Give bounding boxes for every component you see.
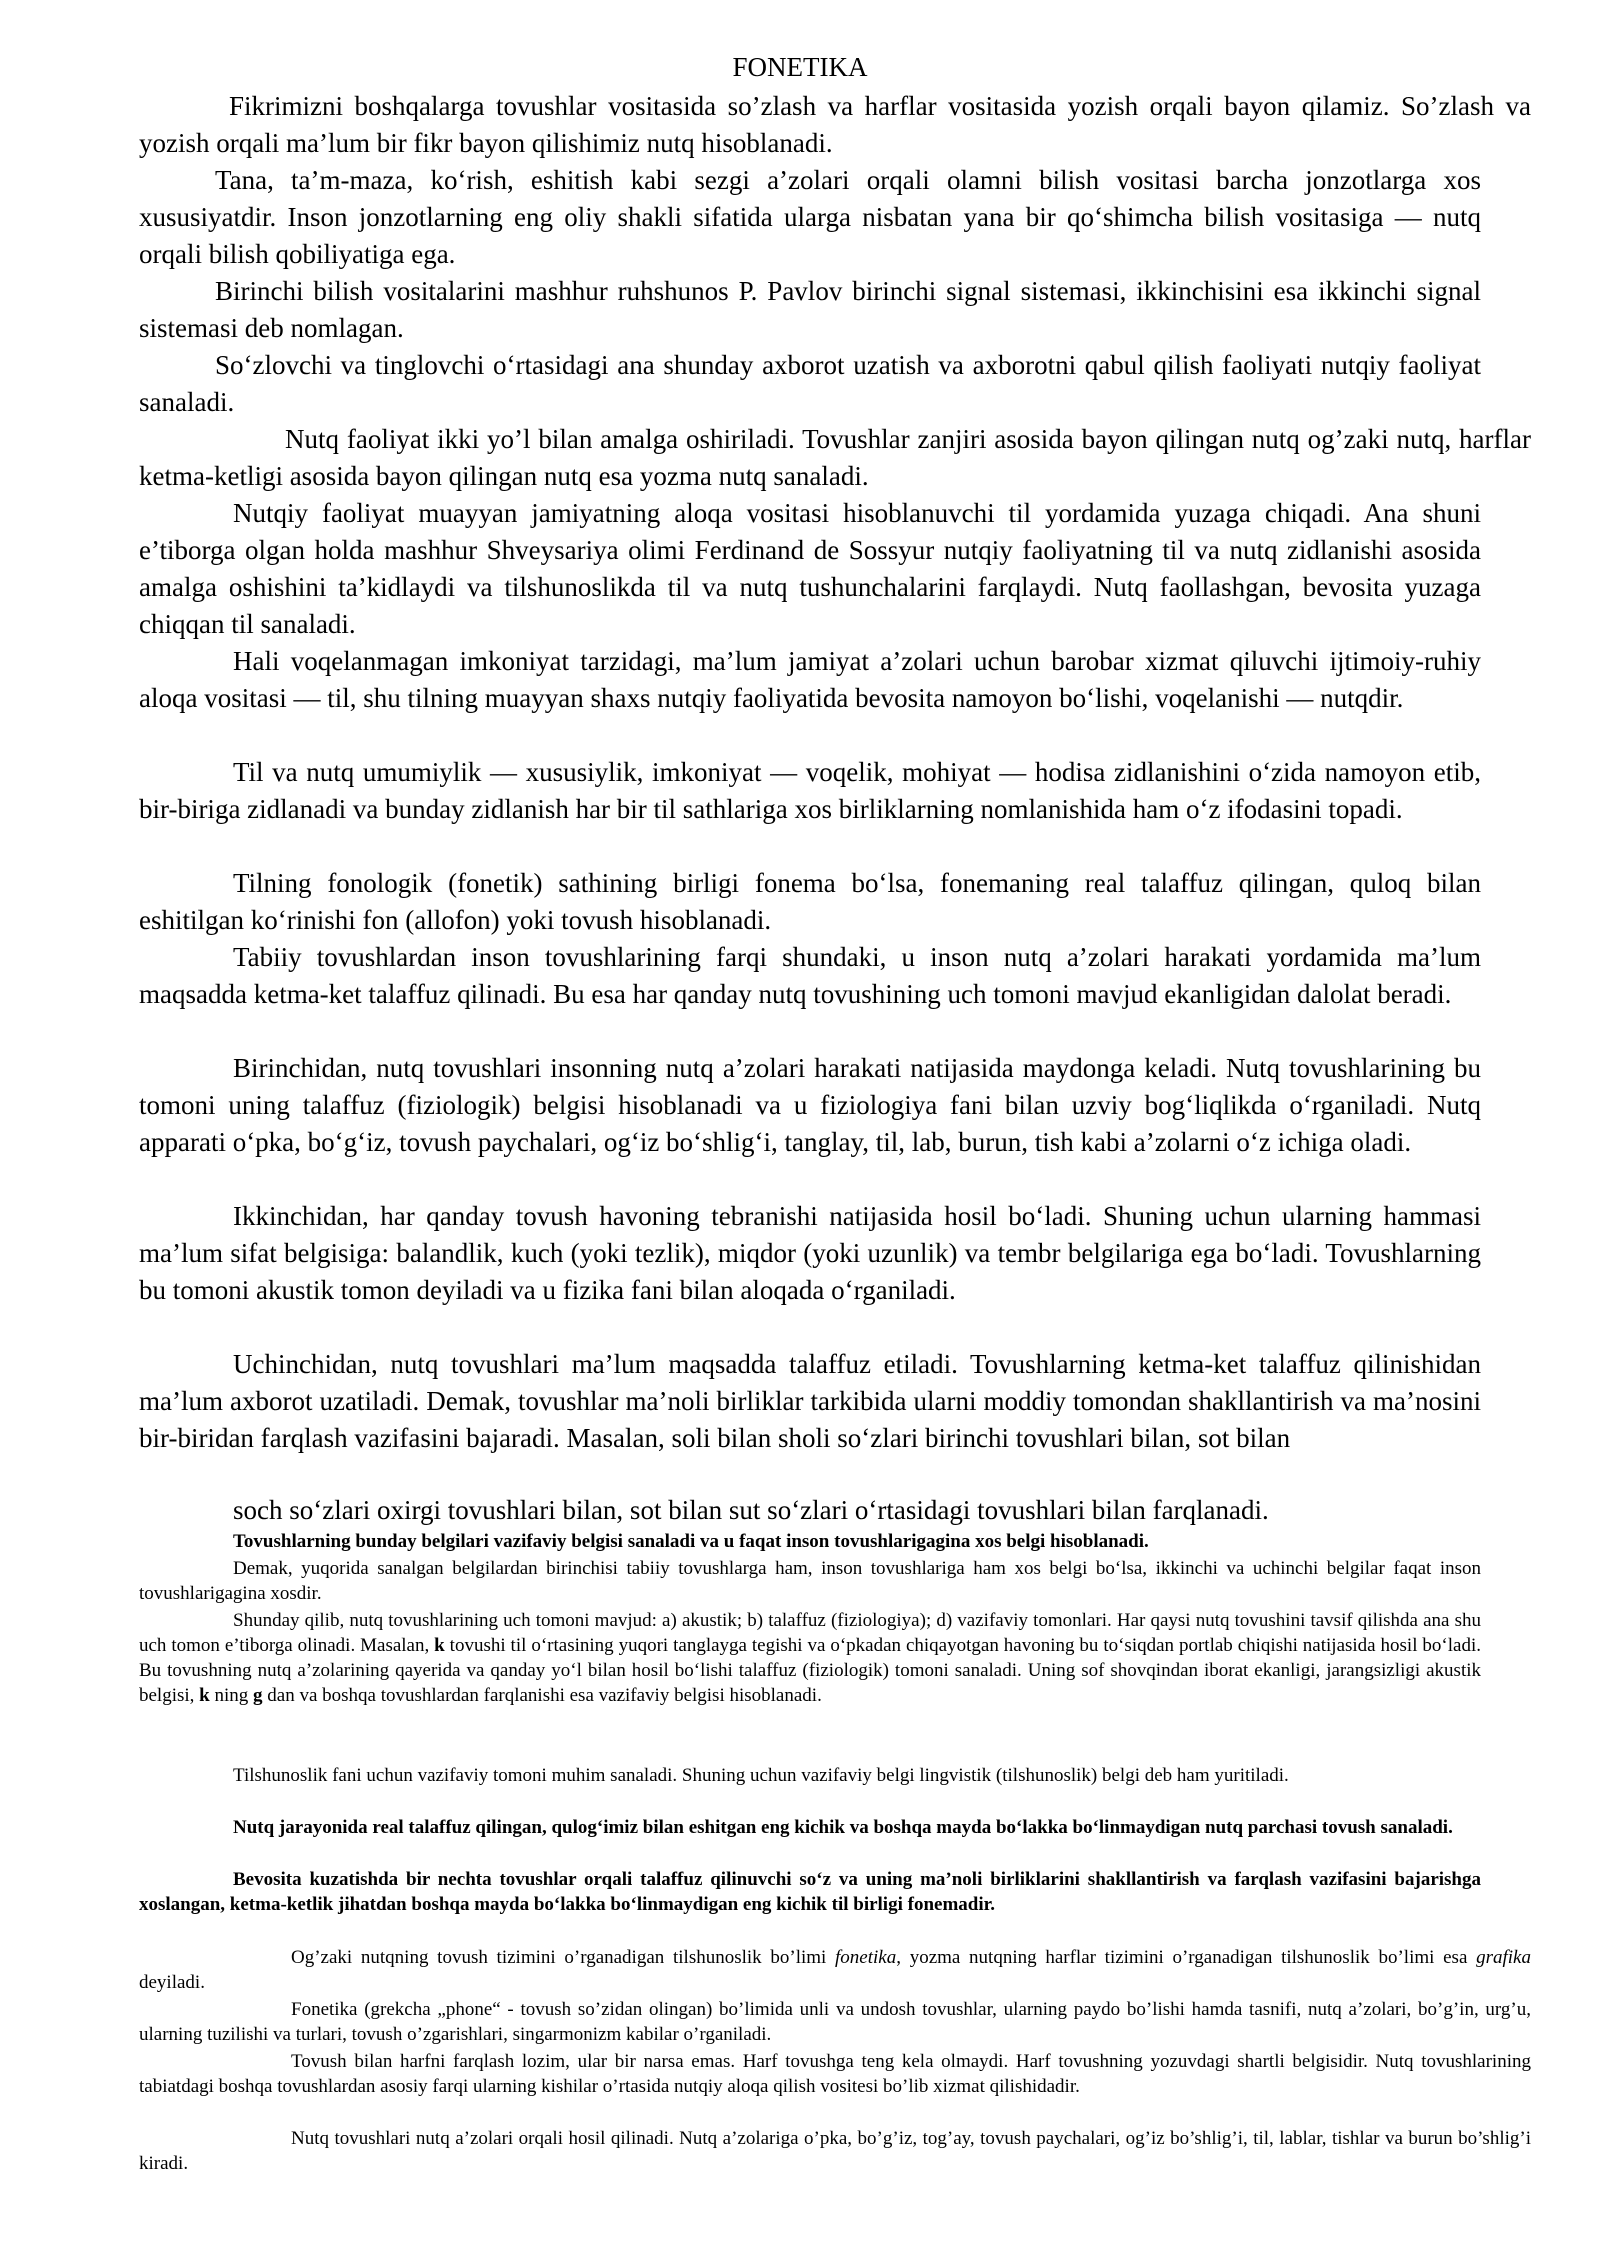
small-paragraph-9: Tovush bilan harfni farqlash lozim, ular bir narsa emas. Harf tovushga teng kela olmaydi. Harf tovushning yozuvdagi shartli belgisidir. Nutq tovushlarining tabiatdagi boshqa tovushlardan asosiy farqi ularning kishilar o’rtasida nutqiy aloqa qilish vositesi bo’lib xizmat qilishidadir. (139, 2051, 1531, 2097)
small-paragraph-7 (139, 1945, 1531, 1995)
paragraph-3: Birinchi bilish vositalarini mashhur ruhshunos P. Pavlov birinchi signal sistemasi, ikkinchisini esa ikkinchi signal sistemasi deb nomlagan. (139, 276, 1481, 343)
text-run: ning (209, 1685, 254, 1706)
definition-fonema: Bevosita kuzatishda bir nechta tovushlar orqali talaffuz qilinuvchi so‘z va uning ma’noli birliklarini shakllantirish va farqlash vazifasini bajarishga xoslangan, ketma-ketlik jihatdan boshqa mayda bo‘lakka bo‘linmaydigan eng kichik til birligi fonemadir. (139, 1869, 1481, 1915)
text-run: , yozma nutqning harflar tizimini o’rganadigan tilshunoslik bo’limi esa (896, 1947, 1477, 1968)
letter-k: k (199, 1685, 210, 1706)
small-paragraph-8: Fonetika (grekcha „phone“ - tovush so’zidan olingan) bo’limida unli va undosh tovushlar, ularning paydo bo’lishi hamda tasnifi, nutq a’zolari, bo’g’in, urg’u, ularning tuzilishi va turlari, tovush o’zgarishlari, singarmonizm kabilar o’rganiladi. (139, 1999, 1531, 2045)
text-run: tovushi til o‘rtasining yuqori tanglayga tegishi va o‘pkadan chiqayotgan havoning bu to‘siqdan portlab chiqishi natijasida hosil bo‘ladi. Bu tovushning nutq a’zolarining qayerida va qanday yo‘l bilan hosil bo‘lishi talaffuz (fiziologik) tomoni sanaladi. Uning sof shovqindan iborat ekanligi, jarangsizligi akustik belgisi, (139, 1635, 1481, 1706)
text-run: deyiladi. (139, 1972, 205, 1993)
text-run: Shunday qilib, nutq tovushlarining uch tomoni mavjud: a) akustik; b) talaffuz (fiziologiya); d) vazifaviy tomonlari. Har qaysi nutq tovushini tavsif qilishda ana shu uch tomon e’tiborga olinadi. Masalan, (139, 1610, 1481, 1656)
small-paragraph-3 (139, 1608, 1481, 1708)
paragraph-10: Tabiiy tovushlardan inson tovushlarining farqi shundaki, u inson nutq a’zolari harakati yordamida ma’lum maqsadda ketma-ket talaffuz qilinadi. Bu esa har qanday nutq tovushining uch tomoni mavjud ekanligidan dalolat beradi. (139, 942, 1481, 1009)
small-paragraph-10: Nutq tovushlari nutq a’zolari orqali hosil qilinadi. Nutq a’zolariga o’pka, bo’g’iz, tog’ay, tovush paychalari, og’iz bo’shlig’i, til, lablar, tishlar va burun bo’shlig’i kiradi. (139, 2128, 1531, 2174)
page-title: FONETIKA (732, 52, 868, 82)
paragraph-13: Uchinchidan, nutq tovushlari ma’lum maqsadda talaffuz etiladi. Tovushlarning ketma-ket talaffuz qilinishidan ma’lum axborot uzatiladi. Demak, tovushlar ma’noli birliklar tarkibida ularni moddiy tomondan shakllantirish va ma’nosini bir-biridan farqlash vazifasini bajaradi. Masalan, soli bilan sholi so‘zlari birinchi tovushlari bilan, sot bilan (139, 1349, 1481, 1453)
paragraph-11: Birinchidan, nutq tovushlari insonning nutq a’zolari harakati natijasida maydonga keladi. Nutq tovushlarining bu tomoni uning talaffuz (fiziologik) belgisi hisoblanadi va u fiziologiya fani bilan uzviy bog‘liqlikda o‘rganiladi. Nutq apparati o‘pka, bo‘g‘iz, tovush paychalari, og‘iz bo‘shlig‘i, tanglay, til, lab, burun, tish kabi a’zolarni o‘z ichiga oladi. (139, 1053, 1481, 1157)
paragraph-2: Tana, ta’m-maza, ko‘rish, eshitish kabi sezgi a’zolari orqali olamni bilish vositasi barcha jonzotlarga xos xususiyatdir. Inson jonzotlarning eng oliy shakli sifatida ularga nisbatan yana bir qo‘shimcha bilish vositasiga — nutq orqali bilish qobiliyatiga ega. (139, 165, 1481, 269)
paragraph-14: soch so‘zlari oxirgi tovushlari bilan, sot bilan sut so‘zlari o‘rtasidagi tovushlari bilan farqlanadi. (233, 1495, 1269, 1525)
paragraph-6: Nutqiy faoliyat muayyan jamiyatning aloqa vositasi hisoblanuvchi til yordamida yuzaga chiqadi. Ana shuni e’tiborga olgan holda mashhur Shveysariya olimi Ferdinand de Sossyur nutqiy faoliyatning til va nutq zidlanishi asosida amalga oshishini ta’kidlaydi va tilshunoslikda til va nutq tushunchalarini farqlaydi. Nutq faollashgan, bevosita yuzaga chiqqan til sanaladi. (139, 498, 1481, 639)
term-grafika: grafika (1476, 1947, 1531, 1968)
letter-g: g (253, 1685, 263, 1706)
paragraph-5: Nutq faoliyat ikki yo’l bilan amalga oshiriladi. Tovushlar zanjiri asosida bayon qilingan nutq og’zaki nutq, harflar ketma-ketligi asosida bayon qilingan nutq esa yozma nutq sanaladi. (139, 424, 1531, 491)
paragraph-9: Tilning fonologik (fonetik) sathining birligi fonema bo‘lsa, fonemaning real talaffuz qilingan, quloq bilan eshitilgan ko‘rinishi fon (allofon) yoki tovush hisoblanadi. (139, 868, 1481, 935)
small-paragraph-2: Demak, yuqorida sanalgan belgilardan birinchisi tabiiy tovushlarga ham, inson tovushlariga ham xos belgi bo‘lsa, ikkinchi va uchinchi belgilar faqat inson tovushlarigagina xosdir. (139, 1558, 1481, 1604)
paragraph-1: Fikrimizni boshqalarga tovushlar vositasida so’zlash va harflar vositasida yozish orqali bayon qilamiz. So’zlash va yozish orqali ma’lum bir fikr bayon qilishimiz nutq hisoblanadi. (139, 91, 1531, 158)
text-run: Og’zaki nutqning tovush tizimini o’rganadigan tilshunoslik bo’limi (291, 1947, 836, 1968)
small-bold-paragraph-1: Tovushlarning bunday belgilari vazifaviy belgisi sanaladi va u faqat inson tovushlarigagina xos belgi hisoblanadi. (233, 1531, 1149, 1552)
term-fonetika: fonetika (835, 1947, 897, 1968)
text-run: dan va boshqa tovushlardan farqlanishi esa vazifaviy belgisi hisoblanadi. (262, 1685, 822, 1706)
definition-tovush: Nutq jarayonida real talaffuz qilingan, qulog‘imiz bilan eshitgan eng kichik va boshqa mayda bo‘lakka bo‘linmaydigan nutq parchasi tovush sanaladi. (233, 1817, 1453, 1838)
paragraph-8: Til va nutq umumiylik — xususiylik, imkoniyat — voqelik, mohiyat — hodisa zidlanishini o‘zida namoyon etib, bir-biriga zidlanadi va bunday zidlanish har bir til sathlariga xos birliklarning nomlanishida ham o‘z ifodasini topadi. (139, 757, 1481, 824)
paragraph-12: Ikkinchidan, har qanday tovush havoning tebranishi natijasida hosil bo‘ladi. Shuning uchun ularning hammasi ma’lum sifat belgisiga: balandlik, kuch (yoki tezlik), miqdor (yoki uzunlik) va tembr belgilariga ega bo‘ladi. Tovushlarning bu tomoni akustik tomon deyiladi va u fizika fani bilan aloqada o‘rganiladi. (139, 1201, 1481, 1305)
paragraph-7: Hali voqelanmagan imkoniyat tarzidagi, ma’lum jamiyat a’zolari uchun barobar xizmat qiluvchi ijtimoiy-ruhiy aloqa vositasi — til, shu tilning muayyan shaxs nutqiy faoliyatida bevosita namoyon bo‘lishi, voqelanishi — nutqdir. (139, 646, 1481, 713)
paragraph-4: So‘zlovchi va tinglovchi o‘rtasidagi ana shunday axborot uzatish va axborotni qabul qilish faoliyati nutqiy faoliyat sanaladi. (139, 350, 1481, 417)
small-paragraph-4: Tilshunoslik fani uchun vazifaviy tomoni muhim sanaladi. Shuning uchun vazifaviy belgi lingvistik (tilshunoslik) belgi deb ham yuritiladi. (233, 1765, 1289, 1786)
letter-k: k (434, 1635, 445, 1656)
